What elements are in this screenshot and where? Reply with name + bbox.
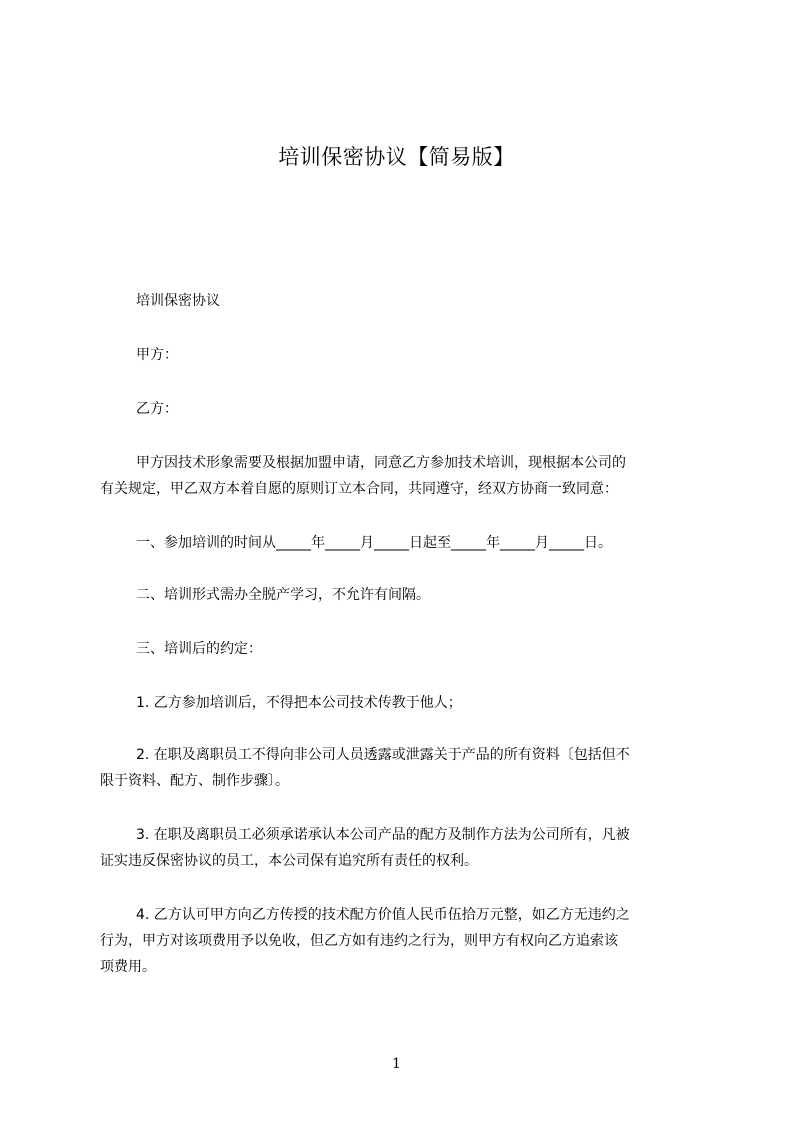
clause-1: 一、参加培训的时间从_____年_____月_____日起至_____年_____月_____日。 [136, 535, 612, 551]
item-2-line-1: 2. 在职及离职员工不得向非公司人员透露或泄露关于产品的所有资料〔包括但不 [136, 747, 630, 763]
clause-3: 三、培训后的约定： [136, 641, 262, 657]
document-title: 培训保密协议【简易版】 [278, 145, 515, 169]
item-3-line-1: 3. 在职及离职员工必须承诺承认本公司产品的配方及制作方法为公司所有，凡被 [136, 827, 630, 843]
item-4-line-2: 行为，甲方对该项费用予以免收，但乙方如有违约之行为，则甲方有权向乙方追索该 [100, 933, 618, 949]
item-2-line-2: 限于资料、配方、制作步骤〕。 [100, 773, 289, 789]
item-3-line-2: 证实违反保密协议的员工，本公司保有追究所有责任的权利。 [100, 853, 478, 869]
item-1: 1. 乙方参加培训后，不得把本公司技术传教于他人； [136, 695, 462, 711]
page-number: 1 [392, 1056, 401, 1072]
intro-line-2: 有关规定，甲乙双方本着自愿的原则订立本合同，共同遵守，经双方协商一致同意： [100, 481, 618, 497]
intro-line-1: 甲方因技术形象需要及根据加盟申请，同意乙方参加技术培训，现根据本公司的 [136, 455, 626, 471]
item-4-line-3: 项费用。 [100, 959, 156, 975]
agreement-heading: 培训保密协议 [136, 293, 220, 309]
clause-2: 二、培训形式需办全脱产学习，不允许有间隔。 [136, 587, 430, 603]
item-4-line-1: 4. 乙方认可甲方向乙方传授的技术配方价值人民币伍拾万元整，如乙方无违约之 [136, 907, 630, 923]
party-a-label: 甲方： [136, 347, 178, 363]
party-b-label: 乙方： [136, 401, 178, 417]
